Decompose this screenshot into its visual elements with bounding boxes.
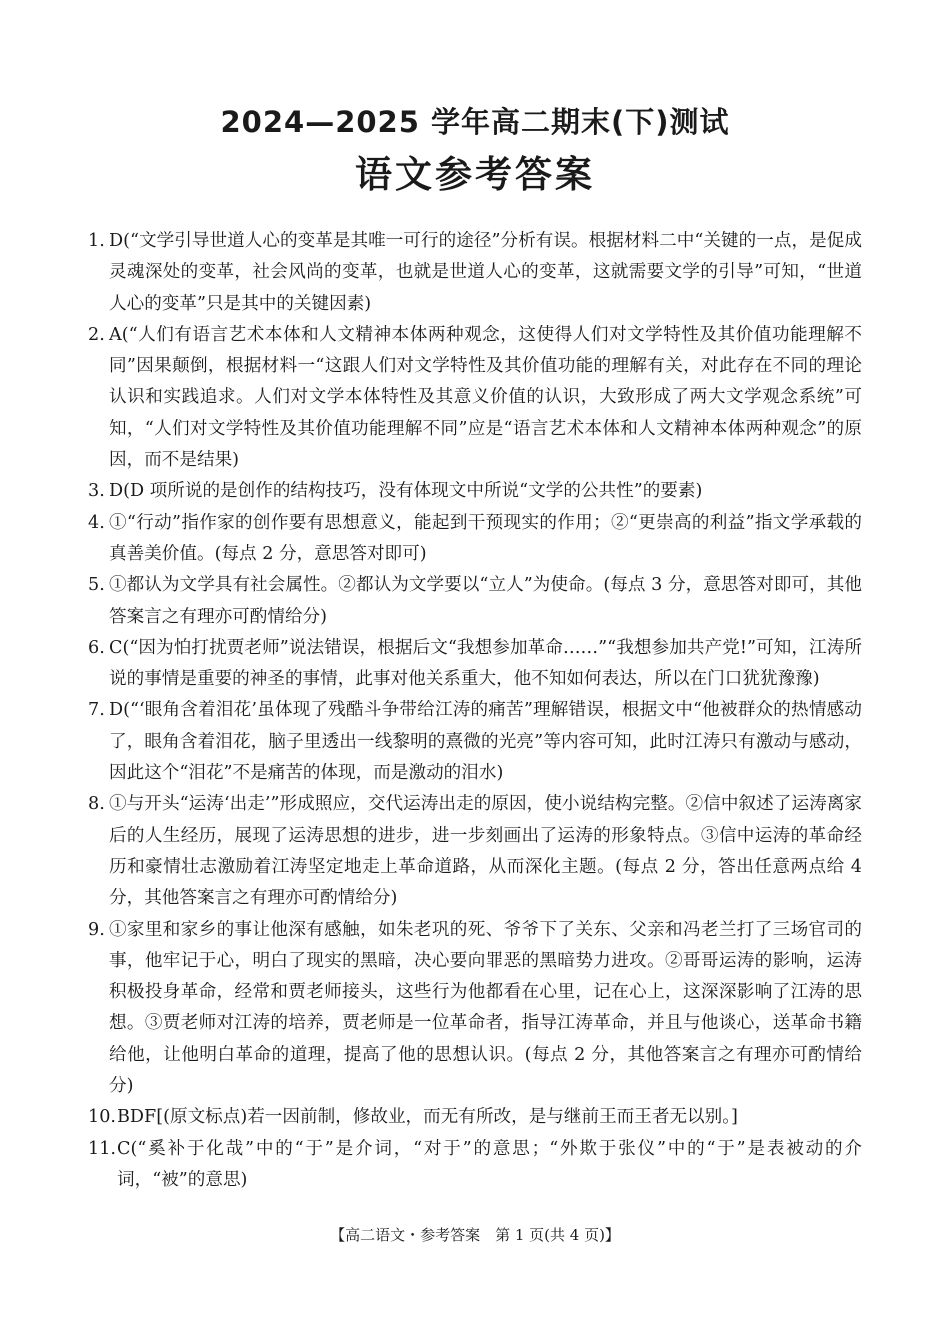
answer-number: 9. [88, 919, 105, 940]
answer-text: D(D 项所说的是创作的结构技巧，没有体现文中所说“文学的公共性”的要素) [109, 481, 703, 502]
answer-item-3 [88, 476, 862, 507]
answer-number: 11. [88, 1138, 116, 1159]
answer-item-8 [88, 789, 862, 914]
answer-item-1 [88, 226, 862, 320]
answer-item-7 [88, 695, 862, 789]
answer-number: 2. [88, 324, 105, 345]
page-subtitle: 语文参考答案 [355, 153, 595, 196]
answer-item-6 [88, 633, 862, 696]
answer-text: ①家里和家乡的事让他深有感触，如朱老巩的死、爷爷下了关东、父亲和冯老兰打了三场官司的事，他牢记于心，明白了现实的黑暗，决心要向罪恶的黑暗势力进攻。②哥哥运涛的影响，运涛积极投身革命，经常和贾老师接头，这些行为他都看在心里，记在心上，这深深影响了江涛的思想。③贾老师对江涛的培养，贾老师是一位革命者，指导江涛革命，并且与他谈心，送革命书籍给他，让他明白革命的道理，提高了他的思想认识。(每点 2 分，其他答案言之有理亦可酌情给分) [109, 919, 862, 1097]
answer-number: 10. [88, 1107, 116, 1128]
answer-item-9 [88, 915, 862, 1103]
answer-item-2 [88, 320, 862, 476]
answer-number: 5. [88, 575, 105, 596]
answer-item-11 [88, 1134, 862, 1197]
answer-text: ①“行动”指作家的创作要有思想意义，能起到干预现实的作用；②“更崇高的利益”指文学承载的真善美价值。(每点 2 分，意思答对即可) [109, 512, 862, 564]
answer-text: D(“‘眼角含着泪花’虽体现了残酷斗争带给江涛的痛苦”理解错误，根据文中“他被群众的热情感动了，眼角含着泪花，脑子里透出一线黎明的熹微的光亮”等内容可知，此时江涛只有激动与感动，因此这个“泪花”不是痛苦的体现，而是激动的泪水) [109, 700, 862, 784]
answer-text: ①与开头“运涛‘出走’”形成照应，交代运涛出走的原因，使小说结构完整。②信中叙述了运涛离家后的人生经历，展现了运涛思想的进步，进一步刻画出了运涛的形象特点。③信中运涛的革命经历和豪情壮志激励着江涛坚定地走上革命道路，从而深化主题。(每点 2 分，答出任意两点给 4 分，其他答案言之有理亦可酌情给分) [109, 794, 862, 909]
answer-text: ①都认为文学具有社会属性。②都认为文学要以“立人”为使命。(每点 3 分，意思答对即可，其他答案言之有理亦可酌情给分) [109, 575, 862, 627]
answer-item-4 [88, 508, 862, 571]
page-footer: 【高二语文・参考答案 第 1 页(共 4 页)】 [330, 1226, 620, 1244]
answer-item-10 [88, 1102, 862, 1133]
answer-number: 3. [88, 481, 105, 502]
answer-text: C(“奚补于化哉”中的“于”是介词，“对于”的意思；“外欺于张仪”中的“于”是表被动的介词，“被”的意思) [117, 1138, 862, 1190]
answer-text: A(“人们有语言艺术本体和人文精神本体两种观念，这使得人们对文学特性及其价值功能理解不同”因果颠倒，根据材料一“这跟人们对文学特性及其价值功能的理解有关，对此存在不同的理论认识和实践追求。人们对文学本体特性及其意义价值的认识，大致形成了两大文学观念系统”可知，“人们对文学特性及其价值功能理解不同”应是“语言艺术本体和人文精神本体两种观念”的原因，而不是结果) [109, 324, 862, 471]
answer-number: 6. [88, 637, 105, 658]
answer-number: 4. [88, 512, 105, 533]
answer-number: 1. [88, 231, 105, 251]
answer-number: 8. [88, 794, 105, 815]
answer-list [88, 226, 862, 1196]
answer-text: C(“因为怕打扰贾老师”说法错误，根据后文“我想参加革命……”“我想参加共产党!”可知，江涛所说的事情是重要的神圣的事情，此事对他关系重大，他不知如何表达，所以在门口犹犹豫豫) [109, 637, 862, 690]
answer-text: D(“文学引导世道人心的变革是其唯一可行的途径”分析有误。根据材料二中“关键的一点，是促成灵魂深处的变革，社会风尚的变革，也就是世道人心的变革，这就需要文学的引导”可知，“世道人心的变革”只是其中的关键因素) [109, 231, 862, 314]
answer-text: BDF[(原文标点)若一因前制，修故业，而无有所改，是与继前王而王者无以别。] [117, 1107, 738, 1128]
page-title: 2024—2025 学年高二期末(下)测试 [220, 105, 730, 139]
answer-item-5 [88, 570, 862, 633]
answer-number: 7. [88, 700, 105, 721]
